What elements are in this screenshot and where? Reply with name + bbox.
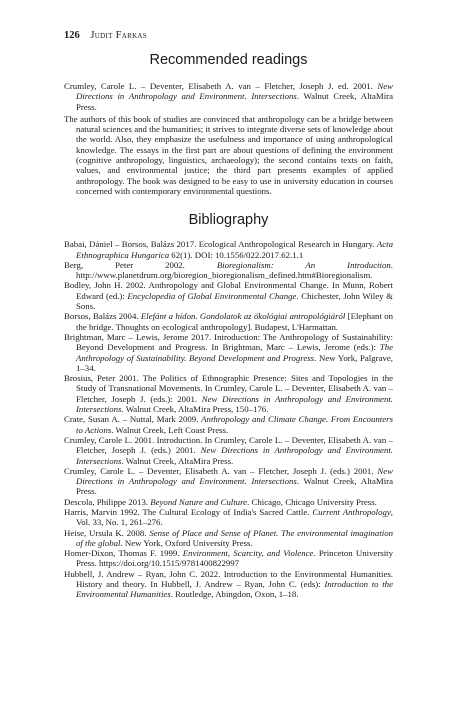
running-head xyxy=(64,30,393,42)
bibliography-entry: Hubbell, J. Andrew – Ryan, John C. 2022. Introduction to the Environmental Humanities. History and theory. In Hubbell, J. Andrew – Ryan, John C. (eds): Introduction to the Environmental Humanities. Routledge, Abingdon, Oxon, 1–18. xyxy=(64,568,393,600)
bibliography-entry: Harris, Marvin 1992. The Cultural Ecology of India's Sacred Cattle. Current Anthropology, Vol. 33, No. 1, 261–276. xyxy=(64,506,393,528)
bibliography-entry-title: New Directions in Anthropology and Environment. Intersections xyxy=(76,393,393,415)
page-number: 126 xyxy=(64,30,80,41)
bibliography-entry: Heise, Ursula K. 2008. Sense of Place and Sense of Planet. The environmental imagination of the global. New York, Oxford University Press. xyxy=(64,527,394,548)
bibliography-entry-title: Anthropology and Climate Change. From Encounters to Actions xyxy=(76,414,393,435)
bibliography-entry: Babai, Dániel – Borsos, Balázs 2017. Ecological Anthropological Research in Hungary. Acta Ethnographica Hungarica 62(1). DOI: 10.1556/022.2017.62.1.1 xyxy=(64,239,393,260)
bibliography-entry-title: The Anthropology of Sustainability. Beyond Development and Progress xyxy=(76,342,393,363)
bibliography-entry-title: Acta Ethnographica Hungarica xyxy=(76,239,393,260)
bibliography-entry: Descola, Philippe 2013. Beyond Nature and Culture. Chicago, Chicago University Press. xyxy=(64,496,377,507)
bibliography-entry-title: Current Anthropology xyxy=(312,506,391,517)
bibliography-heading: Bibliography xyxy=(188,212,269,229)
bibliography-entry-title: Introduction to the Environmental Humanities xyxy=(76,579,393,600)
bibliography-entry-title: New Directions in Anthropology and Environment. Intersections xyxy=(76,445,393,466)
recommended-readings-heading: Recommended readings xyxy=(149,52,308,68)
bibliography-entry-title: Encyclopedia of Global Environmental Change xyxy=(127,290,297,301)
recommended-description: The authors of this book of studies are convinced that anthropology can be a bridge between natural sciences and the humanities; it strives to integrate diverse sets of knowledge about the world. Also, they emphasize the usefulness and importance of using anthropological knowledge. The essays in the first part are about questions of defining the environment (cognitive anthropology, linguistics, archaeology); the second contains texts on faith, values, and environmental justice; the third part presents examples of applied anthropology. The book was designed to be easy to use in university education in courses concerned with contemporary environmental questions. xyxy=(64,113,393,196)
recommended-entry-title: New Directions in Anthropology and Environment. Intersections xyxy=(76,81,393,102)
bibliography-entry: Bodley, John H. 2002. Anthropology and Global Environmental Change. In Munn, Robert Edward (ed.): Encyclopedia of Global Environmental Change. Chichester, John Wiley & Sons. xyxy=(64,280,394,312)
bibliography-entry-title: New Directions in Anthropology and Environment. Intersections xyxy=(76,465,393,487)
running-head-author: Judit Farkas xyxy=(90,30,147,41)
bibliography-entry: Brosius, Peter 2001. The Politics of Ethnographic Presence: Sites and Topologies in the Study of Transnational Movements. In Crumley, Carole L. – Deventer, Elisabeth A. van – Fletcher, Joseph J. (eds.): 2001. New Directions in Anthropology and Environment. Intersections. Walnut Creek, AltaMira Press, 150–176. xyxy=(64,373,393,415)
bibliography-list xyxy=(64,239,393,599)
bibliography-entry-title: Elefánt a hídon. Gondolatok az ökológiai antropológiáról xyxy=(140,311,346,322)
bibliography-entry: Borsos, Balázs 2004. Elefánt a hídon. Gondolatok az ökológiai antropológiáról [Elephant on the bridge. Thoughts on ecological anthropology]. Budapest, L'Harmattan. xyxy=(64,311,394,332)
bibliography-entry: Brightman, Marc – Lewis, Jerome 2017. Introduction: The Anthropology of Sustainability: Beyond Development and Progress. In Brightman, Marc – Lewis, Jerome (eds.): The Anthropology of Sustainability. Beyond Development and Progress. New York, Palgrave, 1–34. xyxy=(64,331,393,373)
bibliography-entry-title: Beyond Nature and Culture xyxy=(150,496,248,507)
bibliography-entry-title: Environment, Scarcity, and Violence xyxy=(182,548,314,559)
bibliography-entry: Crumley, Carole L. – Deventer, Elisabeth A. van – Fletcher, Joseph J. (eds.) 2001. New Directions in Anthropology and Environment. Intersections. Walnut Creek, AltaMira Press. xyxy=(64,465,393,497)
bibliography-entry: Berg, Peter 2002. Bioregionalism: An Introduction. http://www.planetdrum.org/bioregion_bioregionalism_defined.htm#Bioregionalism. xyxy=(64,259,393,281)
bibliography-entry-title: Sense of Place and Sense of Planet. The environmental imagination of the global xyxy=(76,527,394,548)
bibliography-entry: Crumley, Carole L. 2001. Introduction. In Crumley, Carole L. – Deventer, Elisabeth A. van – Fletcher, Joseph J. (eds.) 2001. New Directions in Anthropology and Environment. Intersections. Walnut Creek, AltaMira Press. xyxy=(64,434,393,466)
bibliography-entry-title: Bioregionalism: An Introduction xyxy=(216,259,391,270)
bibliography-entry: Homer-Dixon, Thomas F. 1999. Environment, Scarcity, and Violence. Princeton University Press. https://doi.org/10.1515/9781400822997 xyxy=(64,548,394,569)
recommended-entry: Crumley, Carole L. – Deventer, Elisabeth A. van – Fletcher, Joseph J. ed. 2001. New Directions in Anthropology and Environment. Intersections. Walnut Creek, AltaMira Press. xyxy=(64,81,393,112)
bibliography-entry: Crate, Susan A. – Nuttal, Mark 2009. Anthropology and Climate Change. From Encounters to Actions. Walnut Creek, Left Coast Press. xyxy=(64,414,393,435)
